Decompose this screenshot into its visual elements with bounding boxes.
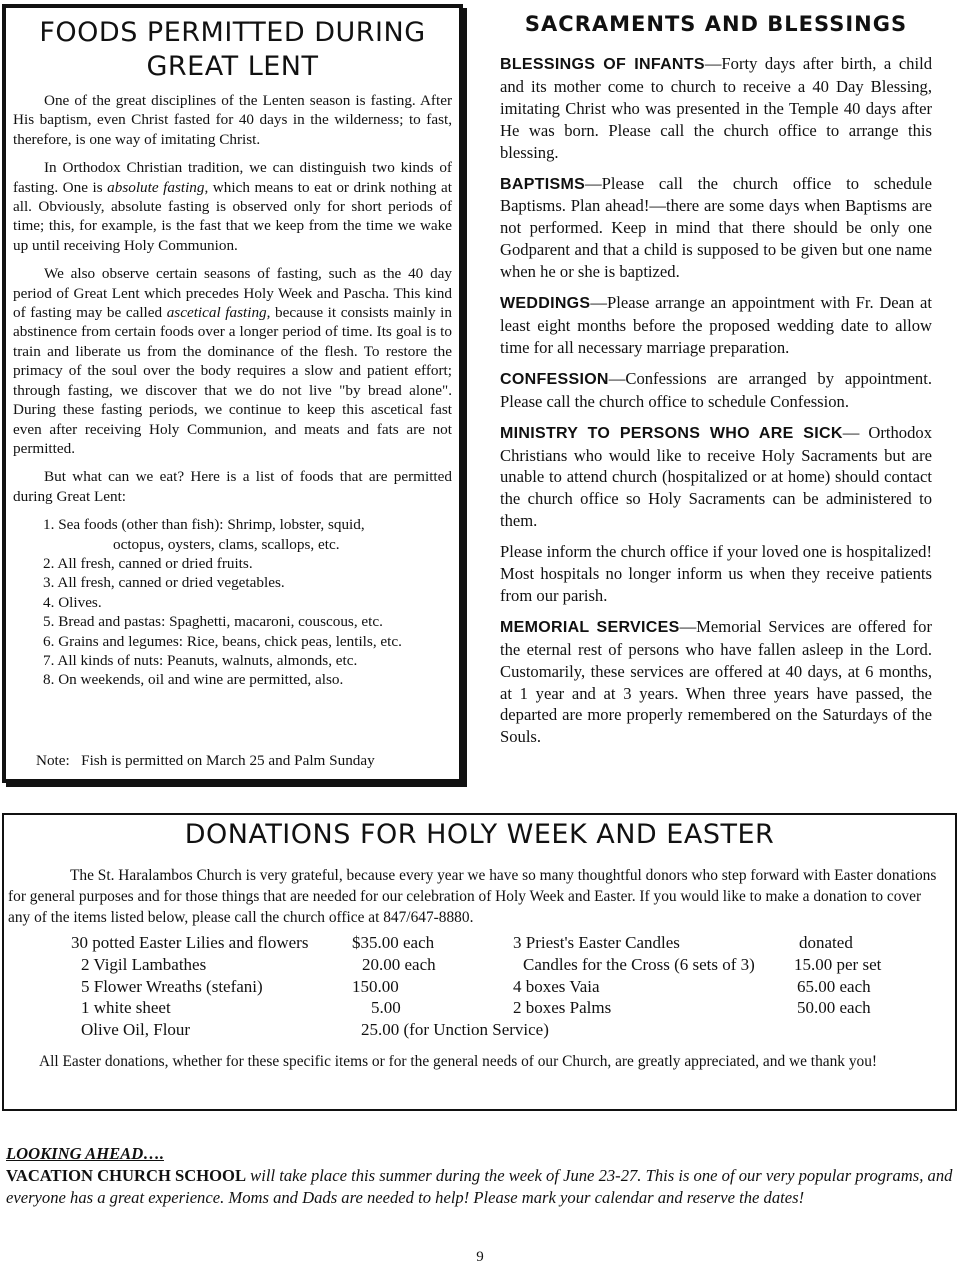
donation-item-price: 50.00 each	[797, 998, 871, 1018]
donations-intro	[8, 866, 941, 928]
sacrament-item-weddings	[500, 292, 932, 359]
donation-item-name: 3 Priest's Easter Candles	[513, 933, 680, 952]
donation-item-price: donated	[799, 933, 853, 952]
sacrament-text: —Forty days after birth, a child and its mother come to church to receive a 40 Day Blessing, imitating Christ who was presented in the Temple 40 days after He was born. Please call the church office to arrange this blessing.	[500, 54, 932, 162]
sacrament-text: —Confessions are arranged by appointment. Please call the church office to schedule Confession.	[500, 368, 932, 411]
sacrament-item-baptisms	[500, 173, 932, 284]
text-run: In Orthodox Christian tradition, we can distinguish two kinds of fasting. One is	[13, 159, 452, 196]
text-run: , because it consists mainly in abstinence from certain foods over a longer period of time. Its goal is to train and liberate us from the dominance of the flesh. To restore the primacy of the soul over the body requires a slow and patient effort; through fasting, we discover that we do not live "by bread alone". During these fasting periods, we continue to keep this ascetical fast even after receiving Holy Communion, and meats and fats are not permitted.	[13, 304, 452, 457]
foods-title-line2: GREAT LENT	[146, 51, 319, 82]
sacrament-item-confession	[500, 368, 932, 413]
sacrament-lead: CONFESSION	[500, 370, 609, 388]
donations-intro-text: The St. Haralambos Church is very grateful, because every year we have so many thoughtful donors who step forward with Easter donations for general purposes and for those things that are needed for our celebration of Holy Week and Easter. If you would like to make a donation to cover any of the items listed below, please call the church office at 847/647-8880.	[8, 867, 937, 926]
donation-item-name: 4 boxes Vaia	[513, 976, 600, 996]
donation-item-name: Olive Oil, Flour	[81, 1020, 191, 1040]
list-item: octopus, oysters, clams, scallops, etc.	[113, 535, 340, 553]
looking-ahead-body	[6, 1165, 954, 1209]
sacrament-lead: MINISTRY TO PERSONS WHO ARE SICK	[500, 424, 843, 442]
donation-item-price: 15.00 per set	[794, 954, 882, 974]
page-number: 9	[476, 1249, 484, 1265]
sacrament-lead: MEMORIAL SERVICES	[500, 618, 680, 636]
text-run: We also observe certain seasons of fasting, such as the 40 day period of Great Lent which precedes Holy Week and Pascha. This kind of fasting may be called	[13, 265, 452, 322]
list-item: 7. All kinds of nuts: Peanuts, walnuts, almonds, etc.	[43, 651, 358, 669]
donation-item-name: 2 Vigil Lambathes	[81, 954, 207, 974]
donation-item-name: 5 Flower Wreaths (stefani)	[81, 976, 263, 996]
list-item: 3. All fresh, canned or dried vegetables.	[43, 574, 285, 592]
donation-item-price: 5.00	[371, 998, 401, 1018]
foods-paragraph-2	[13, 158, 452, 255]
donation-items-table	[4, 932, 955, 1052]
sacrament-item-hospital-note	[500, 541, 932, 607]
donation-item-price: 25.00 (for Unction Service)	[361, 1020, 549, 1040]
list-item: 8. On weekends, oil and wine are permitted, also.	[43, 671, 344, 689]
looking-ahead-heading: LOOKING AHEAD….	[6, 1144, 164, 1163]
list-item: 4. Olives.	[43, 593, 102, 611]
foods-title-line1: FOODS PERMITTED DURING	[39, 17, 426, 48]
looking-ahead-text: will take place this summer during the week of June 23-27. This is one of our very popular programs, and everyone has a great experience. Moms and Dads are needed to help! Please mark your calendar and reserve the dates!	[6, 1165, 953, 1207]
foods-permitted-box	[2, 4, 463, 783]
sacrament-text: —Please call the church office to schedule Baptisms. Plan ahead!—there are some days when Baptisms are not performed. Keep in mind that there should be only one Godparent and that a child is supposed to be given but one name when he or she is baptized.	[500, 173, 932, 282]
donation-item-price: 20.00 each	[362, 954, 436, 974]
foods-paragraph-4: But what can we eat? Here is a list of foods that are permitted during Great Lent:	[13, 468, 452, 505]
list-item: 6. Grains and legumes: Rice, beans, chick peas, lentils, etc.	[43, 632, 402, 650]
list-item: 2. All fresh, canned or dried fruits.	[43, 554, 253, 572]
donation-item-price: 65.00 each	[797, 976, 871, 996]
donation-item-name: 2 boxes Palms	[513, 998, 612, 1018]
sacrament-text: Please inform the church office if your loved one is hospitalized! Most hospitals no longer inform us when they receive patients from our parish.	[500, 542, 932, 605]
sacrament-item-infants	[500, 53, 932, 164]
text-run: , which means to eat or drink nothing at all. Obviously, absolute fasting is observed only for short periods of time; this, for example, is the fast that we keep from the time we wake up until receiving Holy Communion.	[13, 178, 452, 254]
emphasis-absolute-fasting: absolute fasting	[107, 178, 205, 196]
donations-closing-text: All Easter donations, whether for these specific items or for the general needs of our Church, are greatly appreciated, and we thank you!	[39, 1053, 878, 1070]
foods-paragraph-3	[13, 264, 452, 458]
donation-item-price: 150.00	[352, 976, 399, 996]
sacrament-item-sick	[500, 422, 932, 533]
sacrament-text: — Orthodox Christians who would like to receive Holy Sacraments but are unable to attend church (hospitalized or at home) should contact the church office so Holy Sacraments can be administered to them.	[500, 422, 932, 531]
donations-box	[2, 813, 957, 1111]
sacrament-text: —Please arrange an appointment with Fr. Dean at least eight months before the proposed wedding date to allow time for all necessary marriage preparation.	[500, 293, 932, 357]
looking-ahead-section	[6, 1143, 954, 1208]
sacrament-item-memorial	[500, 616, 932, 748]
sacrament-lead: BAPTISMS	[500, 175, 586, 193]
donations-closing	[8, 1052, 941, 1073]
foods-title	[6, 16, 459, 84]
donation-item-name: 1 white sheet	[81, 998, 171, 1018]
sacrament-text: —Memorial Services are offered for the eternal rest of persons who have fallen asleep in the Lord. Customarily, these services are offered at 40 days, at 6 months, at 1 year and at 3 years. When three years have passed, the departed are more properly remembered on the Saturdays of the Souls.	[500, 616, 932, 747]
foods-body	[13, 91, 452, 690]
list-item: 1. Sea foods (other than fish): Shrimp, lobster, squid,	[43, 516, 365, 534]
vacation-church-school-label: VACATION CHURCH SCHOOL	[6, 1165, 247, 1185]
donations-title: DONATIONS FOR HOLY WEEK AND EASTER	[184, 819, 775, 850]
sacraments-title: SACRAMENTS AND BLESSINGS	[524, 12, 908, 36]
foods-paragraph-1: One of the great disciplines of the Lenten season is fasting. After His baptism, even Christ fasted for 40 days in the wilderness; to fast, therefore, is one way of imitating Christ.	[13, 92, 452, 148]
foods-list	[43, 515, 452, 690]
sacrament-lead: WEDDINGS	[500, 295, 591, 313]
donation-item-price: $35.00 each	[352, 933, 435, 952]
donation-item-name: Candles for the Cross (6 sets of 3)	[523, 954, 755, 974]
sacraments-body	[500, 53, 932, 757]
foods-note: Note: Fish is permitted on March 25 and Palm Sunday	[36, 752, 375, 769]
donation-item-name: 30 potted Easter Lilies and flowers	[71, 933, 309, 952]
list-item: 5. Bread and pastas: Spaghetti, macaroni, couscous, etc.	[43, 613, 383, 631]
sacrament-lead: BLESSINGS OF INFANTS	[500, 56, 705, 73]
sacraments-column	[478, 0, 954, 800]
emphasis-ascetical-fasting: ascetical fasting	[166, 304, 267, 322]
